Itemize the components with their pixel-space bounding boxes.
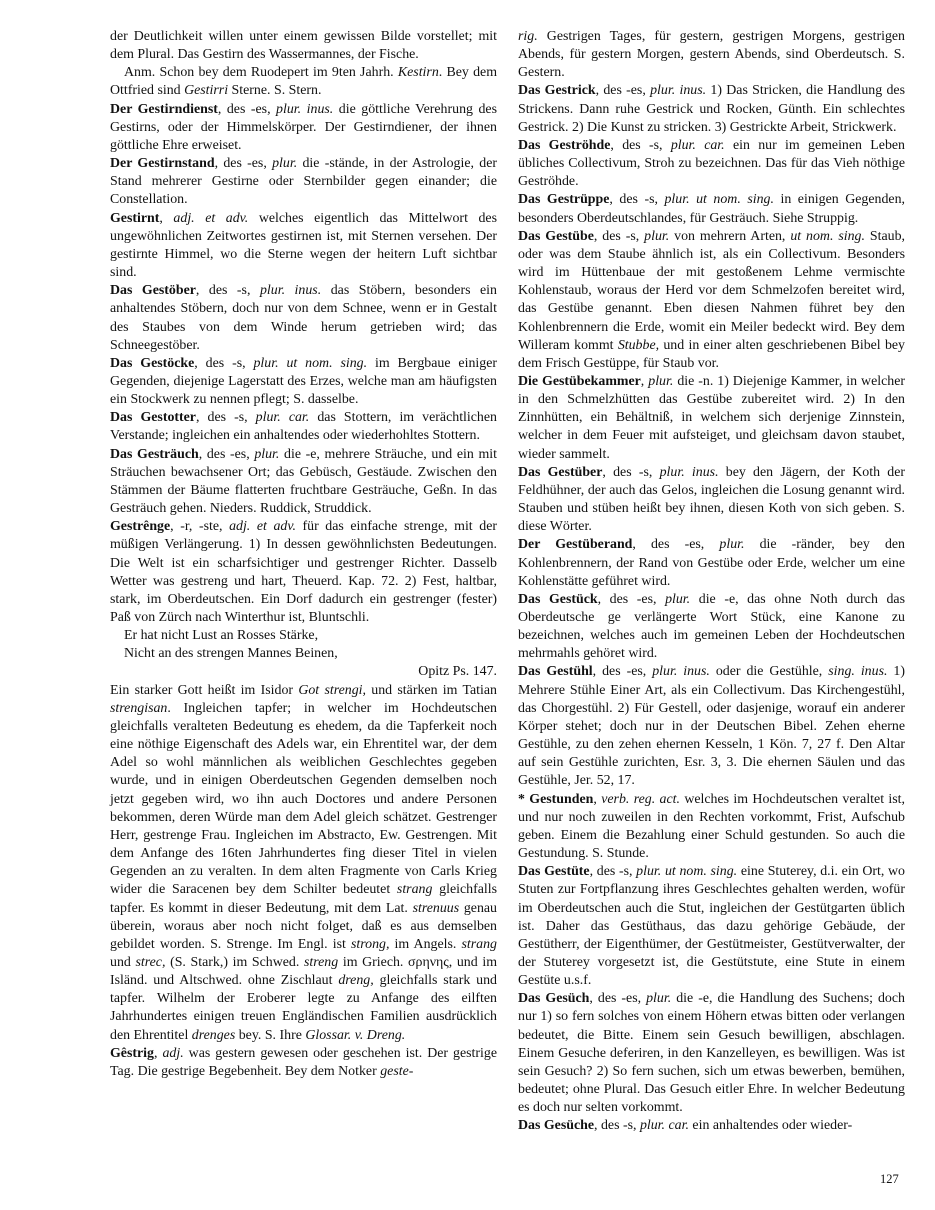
text-run: , des -s, bbox=[589, 864, 637, 880]
text-run: ein anhaltendes oder wieder- bbox=[688, 1118, 853, 1134]
text-run: die -n. 1) Diejenige Kammer, in welcher in den Schmelzhütten das Gestübe zubereitet wird. 2) In den Zinnhütten, ein Behältniß, in welchem sich derjenige Zinnstein, welcher in dem Feuer mit aufsteiget, und gleichsam davon staubet, wieder sammelt. bbox=[518, 373, 905, 462]
grammar-note: plur. inus. bbox=[276, 101, 334, 117]
paragraph-cite bbox=[110, 663, 497, 681]
headword: Das Gestüber bbox=[518, 464, 603, 480]
grammar-note: adj. et adv. bbox=[173, 210, 249, 226]
headword: Das Gestübe bbox=[518, 228, 594, 244]
text-run: Ein starker Gott heißt im Isidor bbox=[110, 682, 299, 698]
dictionary-entry bbox=[518, 1117, 905, 1135]
italic-text: Gestirri bbox=[184, 83, 229, 99]
headword: Gestirnt bbox=[110, 210, 160, 226]
headword: Das Gestrick bbox=[518, 83, 596, 99]
page-number: 127 bbox=[880, 1172, 899, 1186]
headword: Das Gestöber bbox=[110, 283, 196, 299]
dictionary-entry bbox=[518, 137, 905, 191]
text-run: genau überein, woraus aber noch nicht folget, daß es aus demselben gebildet worden. S. Strenge. Im Engl. ist bbox=[110, 900, 497, 952]
italic-text: Glossar. v. Dreng. bbox=[305, 1027, 406, 1043]
left-column bbox=[110, 28, 497, 1081]
grammar-note: plur. bbox=[648, 373, 674, 389]
dictionary-entry bbox=[518, 191, 905, 227]
text-run: , des -es, bbox=[597, 591, 666, 607]
dictionary-entry bbox=[518, 990, 905, 1117]
dictionary-entry bbox=[518, 791, 905, 864]
dictionary-entry bbox=[518, 663, 905, 790]
text-run: was gestern gewesen oder geschehen ist. Der gestrige Tag. Die gestrige Begebenheit. Bey dem Notker bbox=[110, 1045, 497, 1079]
text-run: für das einfache strenge, mit der müßigen Verlängerung. 1) In dessen gewöhnlichsten Bedeutungen. Die Welt ist ein scharfsichtiger und gestrenger Richter. Dasselb Wetter was gestreng und hart, Theuerd. Kap. 72. 2) Fest, haltbar, stark, im Oberdeutschen. Ein Dorf dadurch ein gestrenger (fester) Paß von Zürch nach Winterthur ist, Bluntschli. bbox=[110, 519, 497, 625]
dictionary-entry bbox=[518, 373, 905, 464]
text-run: , des -es, bbox=[595, 83, 651, 99]
text-run: , des -es, bbox=[214, 156, 273, 172]
grammar-note: plur. inus. bbox=[659, 464, 719, 480]
grammar-note: plur. inus. bbox=[259, 283, 322, 299]
headword: Das Gestück bbox=[518, 591, 598, 607]
dictionary-entry bbox=[110, 1045, 497, 1081]
paragraph-verse bbox=[110, 627, 497, 645]
dictionary-entry bbox=[518, 464, 905, 537]
text-run: das Stottern, im verächtlichen Verstande; ingleichen ein anhaltendes oder wiederhohltes Stottern. bbox=[110, 410, 497, 444]
grammar-note: plur. bbox=[665, 591, 691, 607]
dictionary-entry bbox=[518, 591, 905, 664]
grammar-note: plur. inus. bbox=[652, 664, 710, 680]
right-column bbox=[518, 28, 905, 1136]
dictionary-entry bbox=[110, 155, 497, 209]
text-run: , des -es, bbox=[592, 664, 653, 680]
italic-text: Got strengi, bbox=[298, 682, 366, 698]
italic-text: strenuus bbox=[412, 900, 460, 916]
text-run: (S. Stark,) im Schwed. bbox=[165, 954, 304, 970]
dictionary-entry bbox=[518, 536, 905, 590]
headword: Das Gestühl bbox=[518, 664, 593, 680]
text-run: 1) Mehrere Stühle Einer Art, als ein Collectivum. Das Kirchengestühl, das Chorgestühl. 2) Für Gestell, oder dasjenige, worauf ein anderer Körper stehet; doch nur in der Deutschen Bibel. Zehen eherne Gestühle, zu den zehen ehernen Kesseln, 1 Kön. 7, 27 f. Den Altar auf sein Gestühle zurichten, Esr. 3, 3. Die ehernen Säulen und das Gestühle, Jer. 52, 17. bbox=[518, 664, 905, 789]
text-run: im Bergbaue einiger Gegenden, diejenige Lagerstatt des Erzes, welche man am häufigsten ein Stockwerk zu nennen pflegt; S. dasselbe. bbox=[110, 355, 497, 408]
italic-text: streng bbox=[303, 954, 339, 970]
text-run: , bbox=[640, 373, 649, 389]
grammar-note: plur. inus. bbox=[650, 83, 707, 99]
grammar-note: plur. car. bbox=[255, 410, 310, 426]
grammar-note: plur. car. bbox=[670, 137, 725, 153]
text-run: , des -s, bbox=[610, 137, 671, 153]
paragraph-text bbox=[518, 28, 905, 82]
italic-text: drenges bbox=[191, 1027, 236, 1043]
grammar-note: plur. bbox=[644, 228, 670, 244]
text-run: Gestrigen Tages, für gestern, gestrigen Morgens, gestrigen Abends, für gestern Morgen, gestern Abends, sind Oberdeutsch. S. Gestern. bbox=[518, 29, 905, 81]
italic-text: strong, bbox=[350, 936, 390, 952]
text-run: und in einer alten geschriebenen Bibel bey dem Frisch Gestüppe, für Staub vor. bbox=[518, 337, 905, 371]
headword: * Gestunden bbox=[518, 791, 594, 807]
headword: Der Gestüberand bbox=[518, 537, 633, 553]
text-run: und bbox=[110, 954, 136, 970]
text-run: die -stände, in der Astrologie, der Stand mehrerer Gestirne oder Sternbilder gegen einander; die Constellation. bbox=[110, 156, 498, 208]
text-run: Opitz Ps. 147. bbox=[418, 664, 497, 680]
grammar-note: verb. reg. act. bbox=[601, 791, 680, 807]
italic-text: Kestirn bbox=[397, 65, 439, 81]
headword: Das Geströhde bbox=[518, 137, 611, 153]
text-run: Staub, oder was dem Staube ähnlich ist, als ein Collectivum. Besonders wird im Hüttenbaue der mit gestoßenem Lehme vermischte Kohlenstaub, woraus der Herd vor dem Schmelzofen bereitet wird, das Gestübe genannt. Eben diesen Nahmen führet bey den Kohlenbrennern die Erde, womit ein Meiler bedeckt wird. Bey dem Willeram kommt bbox=[518, 228, 905, 353]
text-run: welches eigentlich das Mittelwort des ungewöhnlichen Zeitwortes gestirnen ist, mit Sternen versehen. Der gestirnte Himmel, wo die Sterne wegen der heitern Luft sichtbar sind. bbox=[110, 210, 497, 281]
text-run: von mehrern Arten, bbox=[669, 228, 791, 244]
text-run: eine Stuterey, d.i. ein Ort, wo Stuten zur Fortpflanzung ihres Geschlechtes gehalten werden, wofür im Oberdeutschen auch die Stut, ingleichen der Gestütgarten üblich ist. Daher das Gestüthaus, das dazu gehörige Gebäude, der Gestütherr, der Eigenthümer, der Gestütmeister, Gestütverwalter, der der Stuterey vorgesetzt ist, die Gestütstute, eine Stute in einem Gestüte u.s.f. bbox=[518, 864, 905, 989]
text-run: , des -es, bbox=[632, 537, 720, 553]
dictionary-entry bbox=[110, 210, 497, 283]
text-run: , des -es, bbox=[217, 101, 277, 117]
grammar-note: plur. ut nom. sing. bbox=[636, 864, 738, 880]
grammar-note: ut nom. sing. bbox=[790, 228, 865, 244]
text-run: bey den Jägern, der Koth der Feldhühner, der auch das Gelos, ingleichen die Losung genannt wird. Stauben und stüben heißt bey ihnen, diesen Koth von sich geben. S. diese Wörter. bbox=[518, 464, 905, 535]
headword: Das Gestrüppe bbox=[518, 192, 610, 208]
grammar-note: adj. et adv. bbox=[229, 519, 296, 535]
headword: Der Gestirnstand bbox=[110, 156, 215, 172]
paragraph-indent bbox=[110, 64, 497, 100]
grammar-note: plur. car. bbox=[639, 1118, 689, 1134]
text-run: die -e, mehrere Sträuche, und ein mit Sträuchen bewachsener Ort; das Gebüsch, Gestäude. Zwischen den Stämmen der Bäume flatterten fruchtbare Gesträuche, Geßn. In das Gesträuch gehen. Nieders. Ruddick, Struddick. bbox=[110, 446, 497, 517]
text-run: das Stöbern, besonders ein anhaltendes Stöbern, doch nur von dem Schnee, wenn er in Gestalt des Staubes von dem Winde herum getrieben wird; das Schneegestöber. bbox=[110, 283, 497, 353]
text-run: Anm. Schon bey dem Ruodepert im 9ten Jahrh. bbox=[124, 65, 398, 81]
italic-text: Stubbe, bbox=[617, 337, 660, 353]
text-run: , des -s, bbox=[194, 355, 254, 371]
text-run: , -r, -ste, bbox=[170, 519, 230, 535]
paragraph-text bbox=[110, 682, 497, 1045]
dictionary-entry bbox=[110, 518, 497, 627]
grammar-note: plur. bbox=[272, 156, 298, 172]
dictionary-entry bbox=[110, 101, 497, 155]
headword: Die Gestübekammer bbox=[518, 373, 641, 389]
grammar-note: adj. bbox=[162, 1045, 184, 1061]
text-run: Sterne. S. Stern. bbox=[228, 83, 322, 99]
grammar-note: plur. ut nom. sing. bbox=[253, 355, 368, 371]
italic-text: rig. bbox=[518, 29, 538, 44]
headword: Das Gestüte bbox=[518, 864, 590, 880]
text-run: , bbox=[153, 1045, 163, 1061]
dictionary-entry bbox=[110, 446, 497, 519]
headword: Das Gesüche bbox=[518, 1118, 595, 1134]
italic-text: strang bbox=[396, 882, 433, 898]
text-run: die -e, das ohne Noth durch das Oberdeutsche ge verlängerte Wort Stück, eine Kanone zu bezeichnen, welches auch im gemeinen Leben der Hochdeutschen mehrmahls gehöret wird. bbox=[518, 591, 906, 662]
text-run: im Griech. σρηνης, und im Isländ. und Altschwed. ohne Zischlaut bbox=[110, 954, 497, 989]
grammar-note: plur. bbox=[719, 537, 745, 553]
text-run: die göttliche Verehrung des Gestirns, oder der Himmelskörper. Der Gestirndiener, der ihnen göttliche Ehre erweiset. bbox=[110, 101, 497, 153]
italic-text: geste- bbox=[380, 1063, 414, 1079]
headword: Gestrênge bbox=[110, 519, 171, 535]
grammar-note: plur. bbox=[254, 446, 280, 462]
text-run: gleichfalls tapfer. Es kommt in dieser Bedeutung, mit dem Lat. bbox=[110, 882, 498, 916]
headword: Der Gestirndienst bbox=[110, 101, 218, 117]
dictionary-entry bbox=[110, 409, 497, 445]
text-run: , des -s, bbox=[593, 228, 645, 244]
headword: Das Gesträuch bbox=[110, 446, 199, 462]
italic-text: strec, bbox=[135, 954, 166, 970]
text-run: im Angels. bbox=[389, 936, 462, 952]
text-run: gleichfalls stark und tapfer. Wilhelm der Eroberer legte zu Anfange des eilften Jahrhundertes einigen treuen Engländischen Familien ausdrücklich den Ehrentitel bbox=[110, 973, 497, 1043]
text-run: . Bey dem Ottfried sind bbox=[110, 65, 498, 99]
headword: Gêstrig bbox=[110, 1045, 154, 1061]
text-run: . Ingleichen tapfer; in welcher im Hochdeutschen gleichfalls veralteten Bedeutung es ehedem, da die Tapferkeit noch eine nöthige Eigenschaft des Adels war, ein Ehrentitel war, der dem Adel so wohl männlichen als weiblichen Geschlechtes gegeben wurde, und in einigen Oberdeutschen Gegenden demselben noch jetzt gegeben wird, wo ihn auch Doctores und andere Personen bekommen, deren Würde man dem Adel gleich schätzet. Gestrenger Herr, gestrenge Frau. Ingleichen im Abstracto, Ew. Gestrengen. Mit dem Anfange des 16ten Jahrhundertes fing dieser Titel in vielen Gegenden an zu veralten. In dem alten Fragmente von Carls Krieg wider die Saracenen bey dem Schilter bedeutet bbox=[110, 700, 497, 898]
grammar-note: sing. inus. bbox=[828, 664, 888, 680]
grammar-note: plur. bbox=[646, 991, 672, 1007]
text-run: bey. S. Ihre bbox=[235, 1027, 306, 1043]
text-run: , des -s, bbox=[195, 283, 260, 299]
text-run: Er hat nicht Lust an Rosses Stärke, bbox=[124, 628, 319, 644]
text-run: und stärken im Tatian bbox=[366, 682, 497, 698]
text-run: , des -s, bbox=[609, 192, 665, 208]
text-run: , bbox=[593, 791, 602, 807]
text-run: , des -es, bbox=[589, 991, 647, 1007]
text-run: , bbox=[159, 210, 174, 226]
grammar-note: plur. ut nom. sing. bbox=[664, 192, 774, 208]
dictionary-entry bbox=[110, 282, 497, 355]
text-run: , des -s, bbox=[602, 464, 660, 480]
text-run: 1) Das Stricken, die Handlung des Strickens. Dann ruhe Gestrick und Rocken, Günth. Ein schlechtes Gestrick. 2) Die Kunst zu stricken. 3) Gestrickte Arbeit, Strickwerk. bbox=[518, 83, 906, 135]
text-run: in einigen Gegenden, besonders Oberdeutschlandes, für Gesträuch. Siehe Struppig. bbox=[518, 192, 905, 226]
headword: Das Gesüch bbox=[518, 991, 590, 1007]
italic-text: strang bbox=[461, 936, 497, 952]
paragraph-text bbox=[110, 28, 497, 64]
text-run: der Deutlichkeit willen unter einem gewissen Bilde vorstellet; mit dem Plural. Das Gestirn des Wassermannes, der Fische. bbox=[110, 29, 497, 63]
headword: Das Gestotter bbox=[110, 410, 196, 426]
italic-text: dreng, bbox=[338, 973, 374, 989]
text-run: ein nur im gemeinen Leben übliches Collectivum, Stroh zu bezeichnen. Das für das Vieh nöthige Geströhde. bbox=[518, 137, 905, 190]
dictionary-entry bbox=[518, 863, 905, 990]
dictionary-entry bbox=[518, 82, 905, 136]
text-run: oder die Gestühle, bbox=[709, 664, 829, 680]
text-run: , des -es, bbox=[198, 446, 255, 462]
text-run: , des -s, bbox=[594, 1118, 640, 1134]
headword: Das Gestöcke bbox=[110, 355, 195, 371]
text-run: , des -s, bbox=[195, 410, 256, 426]
dictionary-entry bbox=[110, 355, 497, 409]
italic-text: strengisan bbox=[110, 700, 168, 716]
text-run: die -ränder, bey den Kohlenbrennern, der Rand von Gestübe oder Erde, welcher um eine Kohlenstätte geführet wird. bbox=[518, 537, 906, 589]
paragraph-verse bbox=[110, 645, 497, 663]
dictionary-entry bbox=[518, 228, 905, 373]
text-run: Nicht an des strengen Mannes Beinen, bbox=[124, 646, 338, 662]
text-run: welches im Hochdeutschen veraltet ist, und nur noch zuweilen in den Rechten vorkommt, Frist, Aufschub geben. Einem die Bezahlung einer Schuld gestunden. So auch die Gestundung. S. Stunde. bbox=[518, 791, 906, 862]
text-run: die -e, die Handlung des Suchens; doch nur 1) so fern solches von einem Höhern etwas bitten oder verlangen bedeutet, die Bitte. Einem sein Gesuch bewilligen, abschlagen. Einem Gesuche deferiren, in den Kanzelleyen, es bewilligen. Was ist sein Gesuch? 2) So fern suchen, sich um etwas bewerben, bemühen, bedeutet; ohne Plural. Das Gesuch eitler Ehre. In welcher Bedeutung es doch nur selten vorkommt. bbox=[518, 991, 905, 1116]
